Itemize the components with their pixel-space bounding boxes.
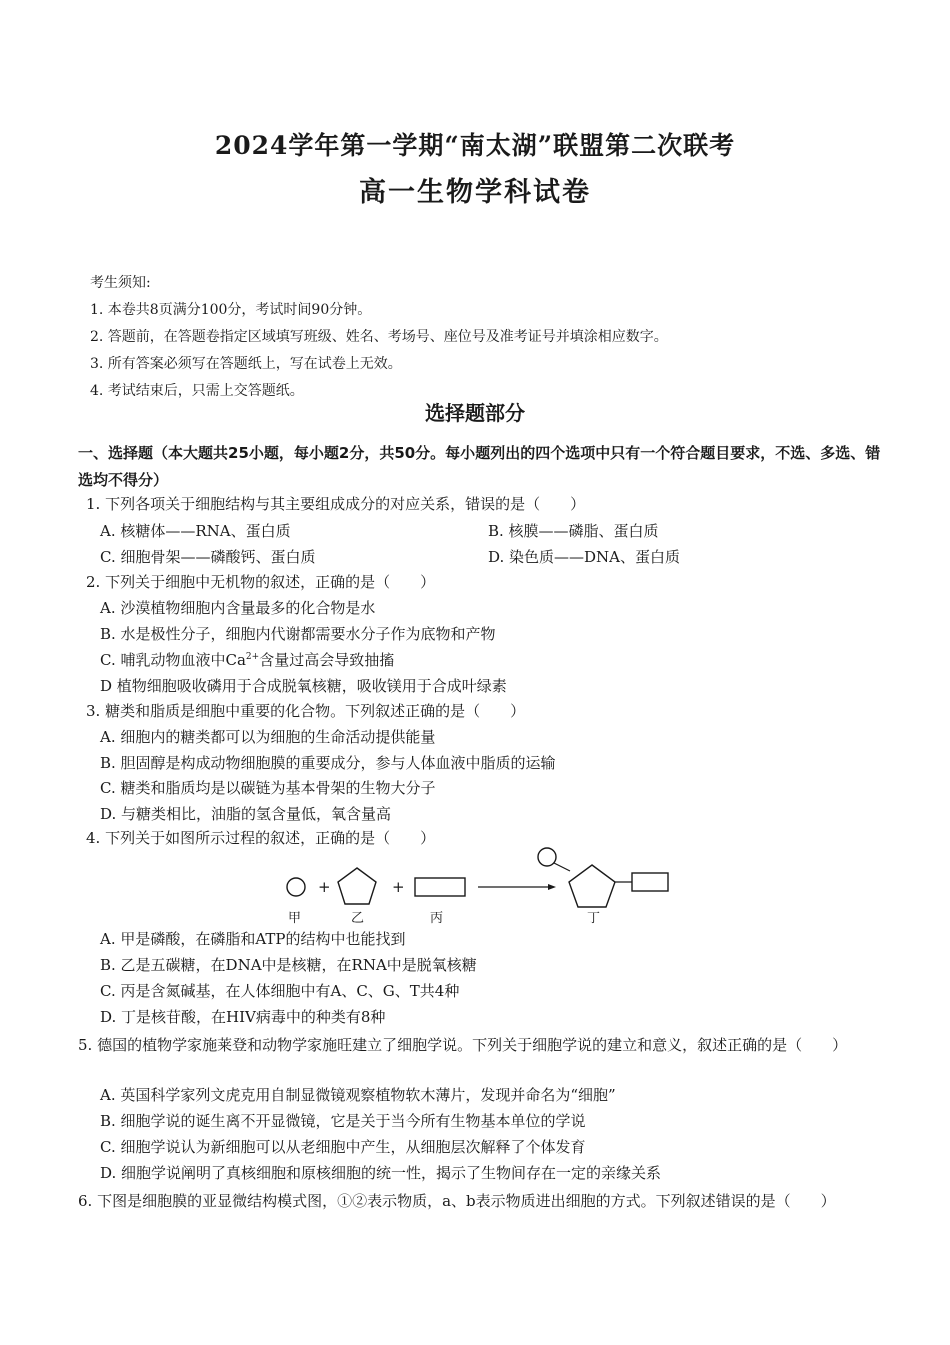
plus-sign: +	[318, 878, 331, 896]
label-jia: 甲	[288, 911, 302, 926]
arrow-head	[548, 884, 556, 890]
option-a: A. 沙漠植物细胞内含量最多的化合物是水	[100, 599, 376, 617]
option-d: D. 与糖类相比，油脂的氢含量低，氧含量高	[100, 805, 392, 823]
label-yi: 乙	[351, 911, 365, 926]
option-c: C. 细胞学说认为新细胞可以从老细胞中产生，从细胞层次解释了个体发育	[100, 1138, 586, 1156]
option-d: D. 细胞学说阐明了真核细胞和原核细胞的统一性，揭示了生物间存在一定的亲缘关系	[100, 1164, 662, 1182]
notice-item: 1. 本卷共8页满分100分，考试时间90分钟。	[90, 302, 372, 318]
phosphate-circle	[287, 878, 305, 896]
product-phosphate-circle	[538, 848, 556, 866]
option-c: C. 细胞骨架——磷酸钙、蛋白质	[100, 548, 316, 566]
question-stem: 4. 下列关于如图所示过程的叙述，正确的是（ ）	[86, 829, 436, 847]
ion-symbol: Ca	[225, 651, 246, 669]
product-pentose-pentagon	[569, 865, 615, 907]
candidate-notice	[90, 270, 668, 405]
phosphate-bond	[554, 863, 570, 871]
nucleotide-diagram-svg	[280, 845, 700, 925]
exam-subtitle: 高一生物学科试卷	[359, 177, 591, 208]
label-ding: 丁	[587, 911, 601, 926]
option-d: D 植物细胞吸收磷用于合成脱氧核糖，吸收镁用于合成叶绿素	[100, 677, 507, 695]
option-b: B. 水是极性分子，细胞内代谢都需要水分子作为底物和产物	[100, 625, 496, 643]
option-b: B. 胆固醇是构成动物细胞膜的重要成分，参与人体血液中脂质的运输	[100, 754, 556, 772]
nucleotide-diagram	[280, 845, 700, 929]
ion-charge: 2+	[245, 652, 260, 662]
question-stem: 5. 德国的植物学家施莱登和动物学家施旺建立了细胞学说。下列关于细胞学说的建立和意义，叙述正确的是（ ）	[78, 1036, 848, 1054]
section-instructions: 一、选择题（本大题共25小题，每小题2分，共50分。每小题列出的四个选项中只有一个符合题目要求，不选、多选、错选均不得分）	[78, 444, 881, 489]
notice-heading: 考生须知:	[90, 275, 151, 291]
question-stem: 6. 下图是细胞膜的亚显微结构模式图，①②表示物质，a、b表示物质进出细胞的方式。下列叙述错误的是（ ）	[78, 1192, 836, 1210]
option-c-text: C. 哺乳动物血液中	[100, 651, 226, 669]
question-stem: 2. 下列关于细胞中无机物的叙述，正确的是（ ）	[86, 573, 436, 591]
option-b: B. 核膜——磷脂、蛋白质	[488, 522, 659, 540]
option-a: A. 甲是磷酸，在磷脂和ATP的结构中也能找到	[100, 930, 406, 948]
exam-title: 2024学年第一学期“南太湖”联盟第二次联考	[214, 131, 736, 160]
option-c	[100, 649, 394, 670]
option-c: C. 丙是含氮碱基，在人体细胞中有A、C、G、T共4种	[100, 982, 460, 1000]
option-c-text-end: 含量过高会导致抽搐	[259, 651, 395, 669]
plus-sign: +	[392, 878, 405, 896]
notice-item: 3. 所有答案必须写在答题纸上，写在试卷上无效。	[90, 356, 402, 372]
base-rectangle	[415, 878, 465, 896]
option-c: C. 糖类和脂质均是以碳链为基本骨架的生物大分子	[100, 779, 436, 797]
option-a: A. 英国科学家列文虎克用自制显微镜观察植物软木薄片，发现并命名为“细胞”	[100, 1086, 616, 1104]
option-b: B. 乙是五碳糖，在DNA中是核糖，在RNA中是脱氧核糖	[100, 956, 477, 974]
option-d: D. 染色质——DNA、蛋白质	[488, 548, 681, 566]
section-title: 选择题部分	[425, 401, 525, 425]
option-a: A. 细胞内的糖类都可以为细胞的生命活动提供能量	[100, 728, 436, 746]
notice-item: 2. 答题前，在答题卷指定区域填写班级、姓名、考场号、座位号及准考证号并填涂相应数字。	[90, 329, 668, 345]
option-d: D. 丁是核苷酸，在HIV病毒中的种类有8种	[100, 1008, 386, 1026]
question-stem: 3. 糖类和脂质是细胞中重要的化合物。下列叙述正确的是（ ）	[86, 702, 526, 720]
question-stem: 1. 下列各项关于细胞结构与其主要组成成分的对应关系，错误的是（ ）	[86, 495, 586, 513]
option-b: B. 细胞学说的诞生离不开显微镜，它是关于当今所有生物基本单位的学说	[100, 1112, 586, 1130]
notice-item: 4. 考试结束后，只需上交答题纸。	[90, 383, 304, 399]
pentose-pentagon	[338, 868, 376, 904]
label-bing: 丙	[430, 911, 444, 926]
option-a: A. 核糖体——RNA、蛋白质	[100, 522, 291, 540]
product-base-rectangle	[632, 873, 668, 891]
